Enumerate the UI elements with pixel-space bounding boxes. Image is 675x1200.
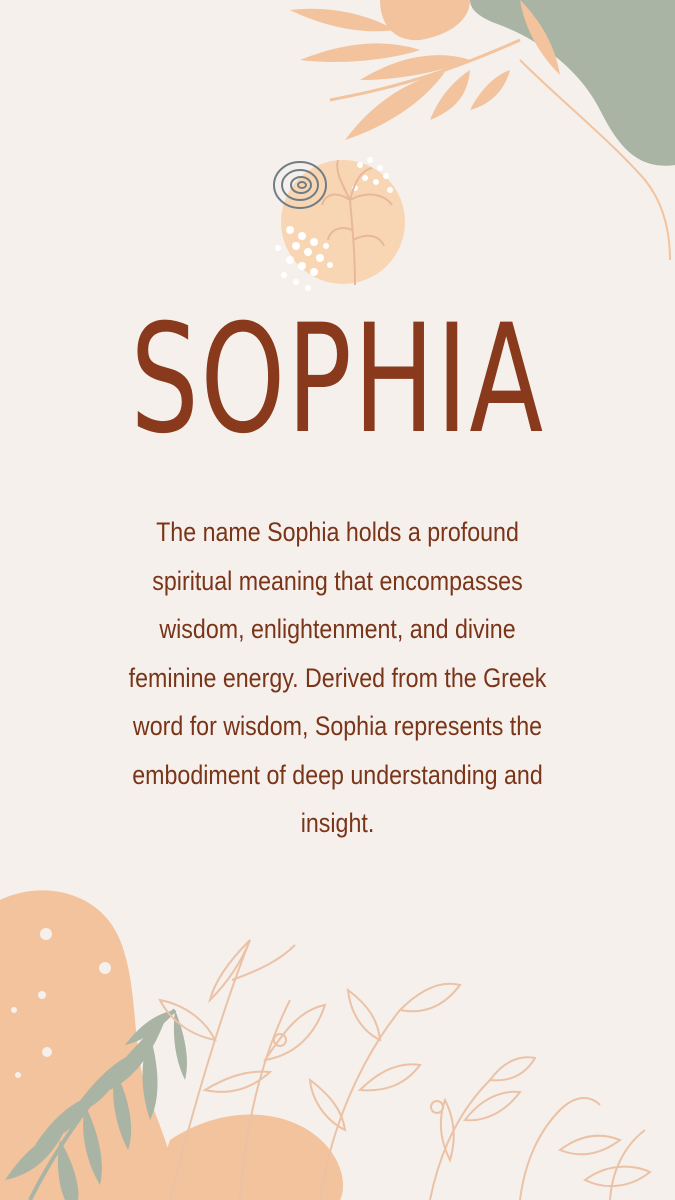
description-line: The name Sophia holds a profound	[156, 517, 519, 547]
description-line: embodiment of deep understanding and	[132, 759, 543, 790]
description-line: insight.	[300, 808, 375, 838]
center-floral-emblem	[274, 157, 405, 291]
description-line: feminine energy. Derived from the Greek	[128, 662, 547, 693]
description	[90, 508, 585, 848]
description-line: spiritual meaning that encompasses	[152, 565, 523, 596]
top-right-foliage	[290, 0, 675, 260]
description-line: wisdom, enlightenment, and divine	[159, 614, 516, 644]
bottom-foliage	[0, 890, 650, 1200]
page-title: SOPHIA	[130, 293, 545, 467]
description-line: word for wisdom, Sophia represents the	[132, 711, 543, 741]
